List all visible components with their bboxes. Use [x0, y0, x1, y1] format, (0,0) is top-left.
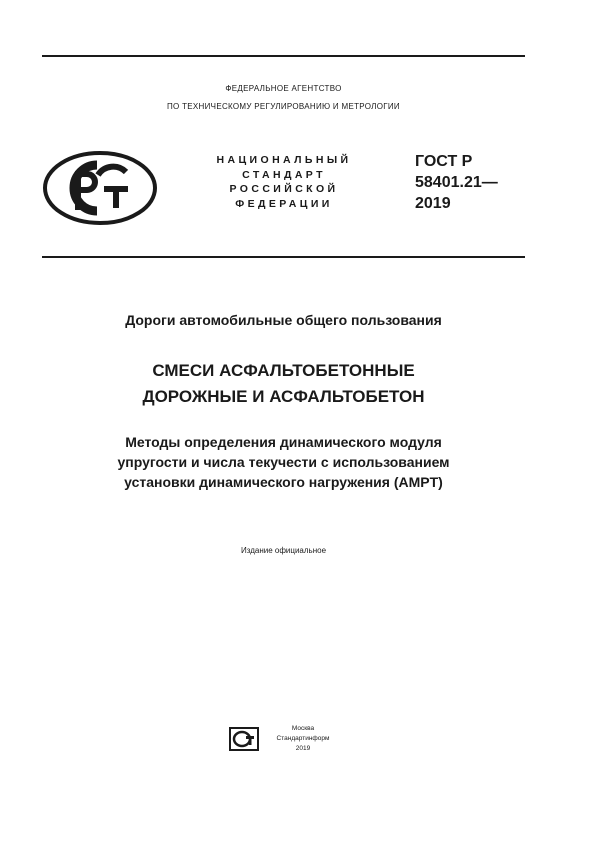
national-standard-line: ФЕДЕРАЦИИ — [235, 197, 333, 210]
methods-line: Методы определения динамического модуля — [125, 434, 442, 450]
national-standard-line: НАЦИОНАЛЬНЫЙ — [216, 154, 352, 166]
standard-code — [415, 151, 498, 214]
document-title-line: СМЕСИ АСФАЛЬТОБЕТОННЫЕ — [152, 361, 415, 380]
agency-line-2: ПО ТЕХНИЧЕСКОМУ РЕГУЛИРОВАНИЮ И МЕТРОЛОГИИ — [167, 102, 400, 111]
methods-line: упругости и числа текучести с использованием — [117, 454, 450, 470]
standard-code-line: 2019 — [415, 195, 451, 212]
methods-description — [42, 432, 525, 492]
standartinform-logo-icon — [226, 726, 262, 752]
document-title-line: ДОРОЖНЫЕ И АСФАЛЬТОБЕТОН — [142, 387, 425, 406]
national-standard-line: РОССИЙСКОЙ — [229, 183, 339, 195]
top-rule — [42, 55, 525, 57]
national-standard-label — [186, 153, 382, 211]
standard-code-line: ГОСТ Р — [415, 153, 473, 170]
agency-line-1: ФЕДЕРАЛЬНОЕ АГЕНТСТВО — [225, 84, 342, 93]
publisher-city: Москва — [291, 725, 315, 732]
document-title — [42, 358, 525, 410]
middle-rule — [42, 256, 525, 258]
publisher-info — [262, 724, 344, 754]
methods-line: установки динамического нагружения (AMPT) — [124, 474, 443, 490]
publisher-name: Стандартинформ — [276, 735, 330, 742]
national-standard-line: СТАНДАРТ — [242, 168, 326, 181]
rst-logo-icon — [42, 150, 158, 226]
standard-code-line: 58401.21— — [415, 174, 498, 191]
publisher-year: 2019 — [295, 745, 311, 752]
document-subtitle: Дороги автомобильные общего пользования — [125, 312, 442, 328]
edition-note: Издание официальное — [240, 546, 327, 555]
